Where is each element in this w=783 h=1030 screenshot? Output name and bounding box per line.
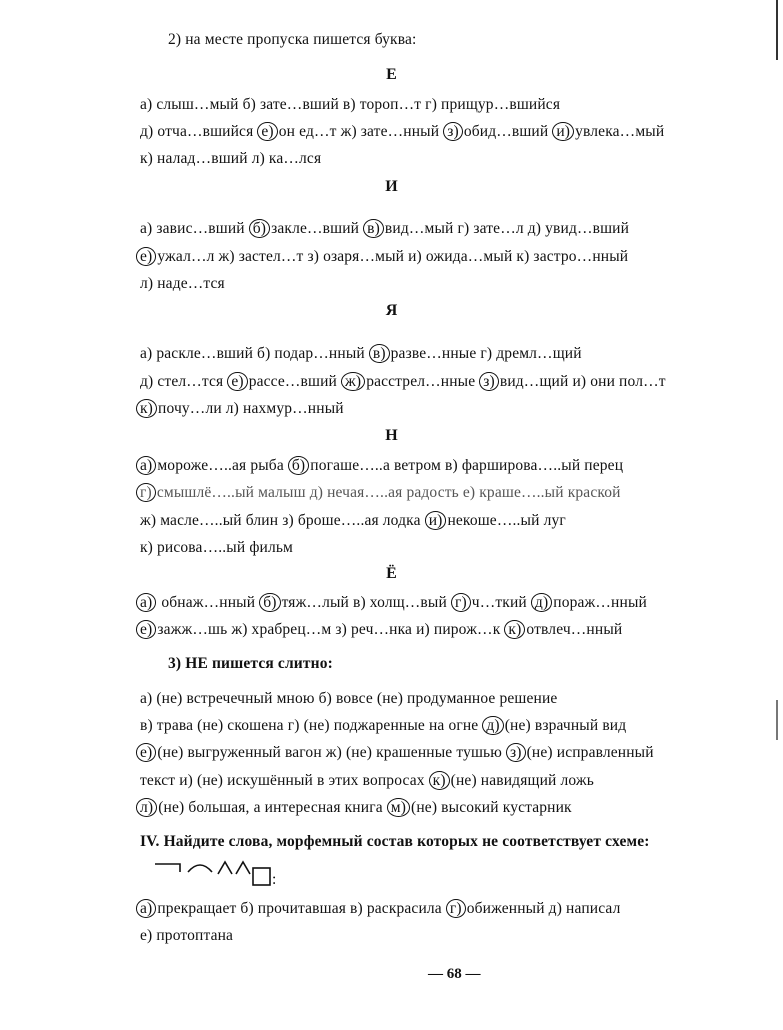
line-text: а) раскле…вший б) подар…нный xyxy=(140,345,369,362)
line-text: зажж…шь ж) храбрец…м з) реч…нка и) пирож…к xyxy=(157,621,505,638)
intro-text: 2) на месте пропуска пишется буква: xyxy=(168,31,417,48)
line-text: в) трава (не) скошена г) (не) поджаренные на огне xyxy=(140,717,483,734)
exercise-line xyxy=(140,716,626,736)
exercise-line xyxy=(136,798,572,818)
line-text: закле…вший xyxy=(271,220,364,237)
circled-answer-marker: а) xyxy=(136,456,156,475)
exercise-line xyxy=(140,219,629,239)
circled-answer-marker: е) xyxy=(136,743,156,762)
exercise-line xyxy=(140,771,594,791)
circled-answer-marker: з) xyxy=(443,122,463,141)
line-text: а) слыш…мый б) зате…вший в) тороп…т г) прищур…вшийся xyxy=(140,96,561,113)
circled-answer-marker: к) xyxy=(136,399,157,418)
line-text: к) налад…вший л) ка…лся xyxy=(140,150,322,167)
section-letter-n: Н xyxy=(385,427,398,444)
page-number: — 68 — xyxy=(428,966,481,982)
circled-answer-marker: к) xyxy=(429,771,450,790)
circled-answer-marker: б) xyxy=(249,219,270,238)
line-text: вид…мый г) зате…л д) увид…вший xyxy=(384,220,630,237)
line-text: разве…нные г) дремл…щий xyxy=(390,345,582,362)
exercise-line xyxy=(140,344,582,364)
circled-answer-marker: б) xyxy=(259,593,280,612)
line-text: мороже…..ая рыба xyxy=(157,457,288,474)
line-text: некоше…..ый луг xyxy=(447,512,566,529)
line-text: вид…щий и) они пол…т xyxy=(499,373,666,390)
line-text: (не) высокий кустарник xyxy=(411,799,572,816)
part3-title: 3) НЕ пишется слитно: xyxy=(168,655,333,672)
section-letter-ya: Я xyxy=(385,302,398,319)
line-text: к) рисова…..ый фильм xyxy=(140,539,294,556)
circled-answer-marker: д) xyxy=(482,716,503,735)
line-text: а) завис…вший xyxy=(140,220,249,237)
line-text: смышлё…..ый малыш д) нечая…..ая радость е) краше…..ый краской xyxy=(156,484,621,501)
circled-answer-marker: е) xyxy=(227,372,247,391)
schema-colon: : xyxy=(272,871,277,888)
circled-answer-marker: г) xyxy=(451,593,471,612)
line-text: обнаж…нный xyxy=(157,594,260,611)
line-text: расстрел…нные xyxy=(366,373,480,390)
line-text: ужал…л ж) застел…т з) озаря…мый и) ожида…мый к) застро…нный xyxy=(157,248,629,265)
line-text: ч…ткий xyxy=(471,594,531,611)
line-text: д) отча…вшийся xyxy=(140,123,258,140)
circled-answer-marker: в) xyxy=(363,219,384,238)
line-text: (не) исправленный xyxy=(526,744,654,761)
line-text: е) протоптана xyxy=(140,927,234,944)
exercise-line xyxy=(136,899,620,919)
exercise-line xyxy=(136,593,647,613)
exercise-line xyxy=(140,926,233,946)
circled-answer-marker: а) xyxy=(136,899,156,918)
exercise-line xyxy=(140,122,664,142)
circled-answer-marker: з) xyxy=(479,372,499,391)
circled-answer-marker: г) xyxy=(446,899,466,918)
line-text: текст и) (не) искушённый в этих вопросах xyxy=(140,772,429,789)
line-text: отвлеч…нный xyxy=(526,621,623,638)
part4-title: IV. Найдите слова, морфемный состав которых не соответствует схеме: xyxy=(140,833,650,850)
section-letter-i: И xyxy=(385,178,398,195)
exercise-line xyxy=(140,511,566,531)
exercise-line xyxy=(140,274,225,294)
circled-answer-marker: а) xyxy=(136,593,156,612)
exercise-line xyxy=(136,620,622,640)
exercise-line xyxy=(136,483,621,503)
circled-answer-marker: е) xyxy=(136,620,156,639)
circled-answer-marker: в) xyxy=(369,344,390,363)
line-text: увлека…мый xyxy=(575,123,665,140)
exercise-line xyxy=(140,149,321,169)
section-letter-yo: Ё xyxy=(386,565,397,582)
section-letter-e: Е xyxy=(386,66,397,83)
exercise-line xyxy=(140,95,560,115)
line-text: рассе…вший xyxy=(248,373,342,390)
circled-answer-marker: к) xyxy=(504,620,525,639)
exercise-line xyxy=(140,372,666,392)
morpheme-schema-icon xyxy=(150,860,280,890)
scan-edge-mark xyxy=(776,700,778,740)
circled-answer-marker: и) xyxy=(425,511,447,530)
line-text: а) (не) встречечный мною б) вовсе (не) продуманное решение xyxy=(140,690,558,707)
circled-answer-marker: з) xyxy=(506,743,526,762)
line-text: (не) навидящий ложь xyxy=(450,772,594,789)
circled-answer-marker: л) xyxy=(136,798,157,817)
line-text: обид…вший xyxy=(463,123,553,140)
circled-answer-marker: м) xyxy=(387,798,410,817)
circled-answer-marker: е) xyxy=(136,247,156,266)
exercise-line xyxy=(140,689,557,709)
line-text: обиженный д) написал xyxy=(466,900,621,917)
circled-answer-marker: б) xyxy=(288,456,309,475)
line-text: (не) большая, а интересная книга xyxy=(158,799,387,816)
line-text: тяж…лый в) холщ…вый xyxy=(281,594,451,611)
circled-answer-marker: д) xyxy=(531,593,552,612)
line-text: (не) взрачный вид xyxy=(504,717,627,734)
circled-answer-marker: г) xyxy=(136,483,156,502)
line-text: пораж…нный xyxy=(553,594,647,611)
circled-answer-marker: и) xyxy=(552,122,574,141)
exercise-line xyxy=(136,247,628,267)
line-text: д) стел…тся xyxy=(140,373,228,390)
exercise-line xyxy=(140,538,293,558)
circled-answer-marker: е) xyxy=(257,122,277,141)
circled-answer-marker: ж) xyxy=(341,372,365,391)
line-text: он ед…т ж) зате…нный xyxy=(278,123,444,140)
line-text: (не) выгруженный вагон ж) (не) крашенные тушью xyxy=(157,744,507,761)
line-text: почу…ли л) нахмур…нный xyxy=(158,400,344,417)
exercise-line xyxy=(136,456,623,476)
scan-edge-mark xyxy=(776,0,778,60)
line-text: погаше…..а ветром в) фарширова…..ый перец xyxy=(310,457,624,474)
line-text: л) наде…тся xyxy=(140,275,225,292)
line-text: прекращает б) прочитавшая в) раскрасила xyxy=(157,900,446,917)
exercise-line xyxy=(136,743,654,763)
line-text: ж) масле…..ый блин з) броше…..ая лодка xyxy=(140,512,425,529)
exercise-line xyxy=(136,399,344,419)
